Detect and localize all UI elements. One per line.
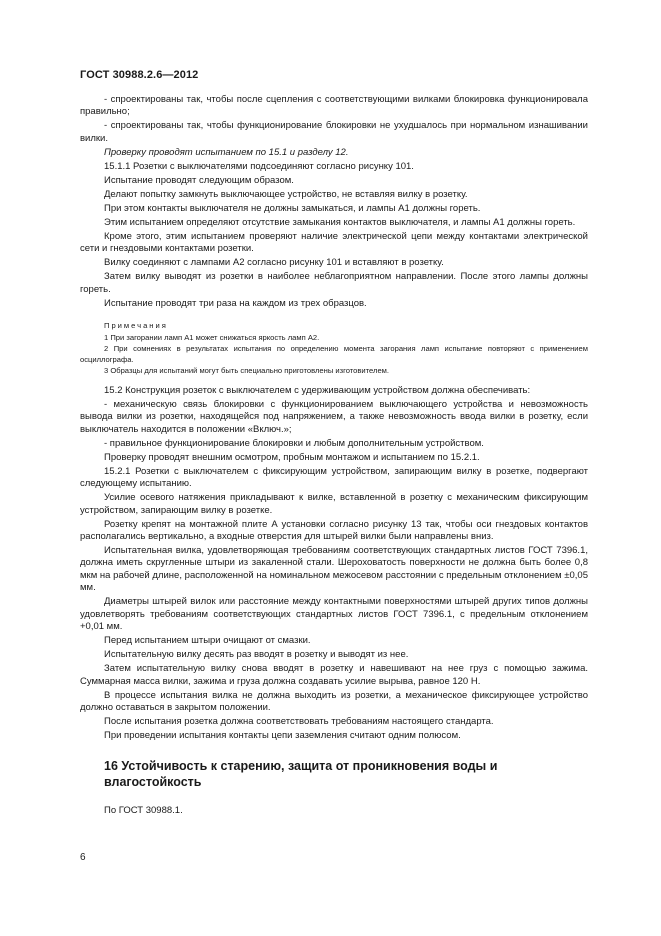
paragraph: Проверку проводят внешним осмотром, пробным монтажом и испытанием по 15.2.1.	[104, 451, 480, 463]
paragraph: - спроектированы так, чтобы после сцепления с соответствующими вилками блокировка функционировала правильно;	[80, 94, 588, 118]
document-header: ГОСТ 30988.2.6—2012	[80, 69, 199, 81]
paragraph: Затем испытательную вилку снова вводят в розетку и навешивают на нее груз с помощью зажима. Суммарная масса вилки, зажима и груза должна создавать усилие вырыва, равное 120 Н.	[80, 663, 588, 687]
paragraph: Затем вилку выводят из розетки в наиболее неблагоприятном направлении. После этого лампы должны гореть.	[80, 271, 588, 295]
paragraph: Перед испытанием штыри очищают от смазки.	[104, 635, 311, 647]
paragraph: При проведении испытания контакты цепи заземления считают одним полюсом.	[104, 729, 461, 741]
paragraph: После испытания розетка должна соответствовать требованиям настоящего стандарта.	[104, 715, 494, 727]
paragraph: Испытание проводят три раза на каждом из трех образцов.	[104, 297, 367, 309]
paragraph-group-top	[80, 94, 588, 310]
document-body	[80, 94, 588, 819]
paragraph: 15.1.1 Розетки с выключателями подсоединяют согласно рисунку 101.	[104, 160, 414, 172]
paragraph: - спроектированы так, чтобы функционирование блокировки не ухудшалось при нормальном изнашивании вилки.	[80, 120, 588, 144]
paragraph: Розетку крепят на монтажной плите А установки согласно рисунку 13 так, чтобы оси гнездовых контактов располагались вертикально, а входные отверстия для штырей вилки были направлены вниз.	[80, 518, 588, 543]
paragraph: - правильное функционирование блокировки и любым дополнительным устройством.	[104, 437, 484, 449]
notes-block	[80, 321, 588, 376]
notes-title: Примечания	[104, 321, 168, 331]
note-item: 2 При сомнениях в результатах испытания по определению момента загорания ламп испытание повторяют с применением осциллографа.	[80, 344, 588, 364]
paragraph: - механическую связь блокировки с функционированием выключающего устройства и невозможность вывода вилки из розетки, находящейся под напряжением, а также невозможность ввода вилки в розетку, если выключатель находится в положении «Включ.»;	[80, 399, 588, 435]
paragraph: 15.2.1 Розетки с выключателем с фиксирующим устройством, запирающим вилку в розетке, подвергают следующему испытанию.	[80, 465, 588, 490]
paragraph: Испытательную вилку десять раз вводят в розетку и выводят из нее.	[104, 649, 409, 661]
note-item: 1 При загорании ламп А1 может снижаться яркость ламп А2.	[104, 333, 320, 343]
paragraph: Испытательная вилка, удовлетворяющая требованиям соответствующих стандартных листов ГОСТ 7396.1, должна иметь скругленные штыри из закаленной стали. Шероховатость поверхности не должна быть более 0,8 мкм на рабочей длине, расположенной на номинальном межосевом расстоянии с предельным отклонением ±0,05 мм.	[80, 545, 588, 594]
paragraph: Этим испытанием определяют отсутствие замыкания контактов выключателя, и лампы А1 должны гореть.	[104, 216, 576, 228]
paragraph: Вилку соединяют с лампами А2 согласно рисунку 101 и вставляют в розетку.	[104, 257, 444, 269]
notes-list	[80, 333, 588, 376]
paragraph: Проверку проводят испытанием по 15.1 и разделу 12.	[104, 146, 349, 158]
paragraph-group-bottom	[80, 385, 588, 742]
page-number: 6	[80, 852, 86, 863]
paragraph: Кроме этого, этим испытанием проверяют наличие электрической цепи между контактами электрической сети и гнездовыми контактами розетки.	[80, 230, 588, 255]
paragraph: Делают попытку замкнуть выключающее устройство, не вставляя вилку в розетку.	[104, 188, 468, 200]
paragraph: При этом контакты выключателя не должны замыкаться, и лампы А1 должны гореть.	[104, 202, 481, 214]
paragraph: Испытание проводят следующим образом.	[104, 174, 294, 186]
paragraph: 15.2 Конструкция розеток с выключателем с удерживающим устройством должна обеспечивать:	[104, 385, 531, 397]
paragraph: Усилие осевого натяжения прикладывают к вилке, вставленной в розетку с механическим фиксирующим устройством, запирающим вилку в розетке.	[80, 492, 588, 516]
section-heading: 16 Устойчивость к старению, защита от проникновения воды и влагостойкость	[104, 759, 498, 790]
section-body: По ГОСТ 30988.1.	[104, 805, 183, 817]
paragraph: Диаметры штырей вилок или расстояние между контактными поверхностями штырей других типов должны удовлетворять требованиям соответствующих стандартных листов ГОСТ 7396.1, с предельным отклонением +0,01 мм.	[80, 596, 588, 633]
paragraph: В процессе испытания вилка не должна выходить из розетки, а механическое фиксирующее устройство должно оставаться в закрытом положении.	[80, 689, 588, 713]
note-item: 3 Образцы для испытаний могут быть специально приготовлены изготовителем.	[104, 365, 390, 375]
